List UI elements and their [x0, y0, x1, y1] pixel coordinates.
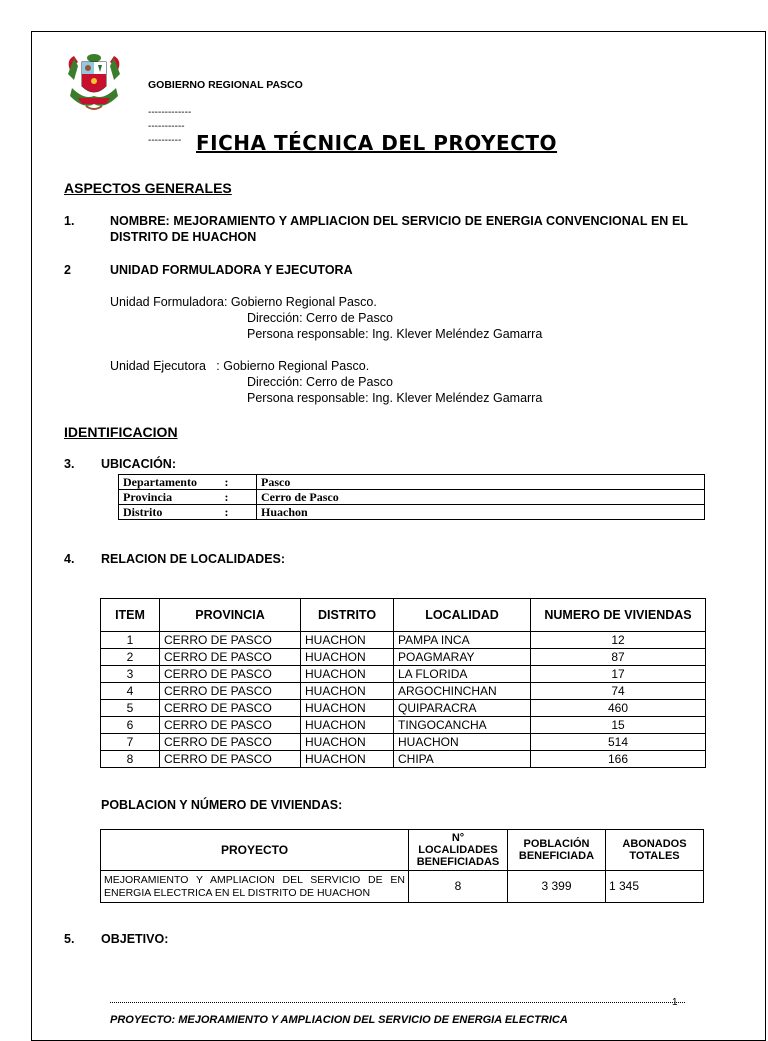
provincia-cell: CERRO DE PASCO [160, 700, 301, 717]
unidad-formuladora: Unidad Formuladora: Gobierno Regional Pasco. [110, 295, 377, 309]
dotted-line: ------------- [148, 107, 192, 118]
table-row [101, 632, 706, 649]
table-row [101, 734, 706, 751]
provincia-cell: CERRO DE PASCO [160, 734, 301, 751]
distrito-cell: HUACHON [301, 751, 394, 768]
provincia-cell: CERRO DE PASCO [160, 666, 301, 683]
page-number: 1 [672, 997, 678, 1008]
item-cell: 7 [101, 734, 160, 751]
ubicacion-value: Cerro de Pasco [257, 490, 705, 505]
provincia-cell: CERRO DE PASCO [160, 649, 301, 666]
section-title-localidades: RELACION DE LOCALIDADES: [101, 552, 286, 566]
section-title-poblacion: POBLACION Y NÚMERO DE VIVIENDAS: [101, 798, 343, 812]
project-name: NOMBRE: MEJORAMIENTO Y AMPLIACION DEL SERVICIO DE ENERGIA CONVENCIONAL EN EL DISTRITO DE HUACHON [110, 214, 688, 244]
section-number: 2 [64, 263, 71, 277]
localidad-cell: ARGOCHINCHAN [394, 683, 531, 700]
section-title-ubicacion: UBICACIÓN: [101, 457, 176, 471]
item-cell: 1 [101, 632, 160, 649]
table-header-row [101, 599, 706, 632]
viviendas-cell: 460 [531, 700, 706, 717]
distrito-cell: HUACHON [301, 632, 394, 649]
distrito-cell: HUACHON [301, 683, 394, 700]
abonados-count: 1 345 [606, 871, 704, 903]
coat-of-arms-logo [64, 52, 124, 114]
section-number: 3. [64, 457, 75, 471]
table-row [101, 649, 706, 666]
column-header: DISTRITO [301, 599, 394, 632]
table-row [101, 700, 706, 717]
ubicacion-label: Departamento : [119, 475, 257, 490]
distrito-cell: HUACHON [301, 717, 394, 734]
item-cell: 8 [101, 751, 160, 768]
poblacion-table [100, 829, 704, 903]
uf-direccion: Dirección: Cerro de Pasco [247, 311, 393, 325]
localidad-cell: CHIPA [394, 751, 531, 768]
table-row [119, 475, 705, 490]
ubicacion-value: Huachon [257, 505, 705, 520]
column-header: ABONADOS TOTALES [606, 830, 704, 871]
provincia-cell: CERRO DE PASCO [160, 683, 301, 700]
table-row [101, 683, 706, 700]
table-row [101, 871, 704, 903]
viviendas-cell: 15 [531, 717, 706, 734]
table-row [101, 717, 706, 734]
viviendas-cell: 166 [531, 751, 706, 768]
item-cell: 4 [101, 683, 160, 700]
footer-divider [110, 1002, 685, 1003]
distrito-cell: HUACHON [301, 649, 394, 666]
viviendas-cell: 87 [531, 649, 706, 666]
unidad-ejecutora: Unidad Ejecutora : Gobierno Regional Pasco. [110, 359, 370, 373]
column-header: ITEM [101, 599, 160, 632]
poblacion-count: 3 399 [508, 871, 606, 903]
localidad-cell: HUACHON [394, 734, 531, 751]
table-row [119, 490, 705, 505]
dotted-line: ---------- [148, 135, 182, 146]
localidad-cell: TINGOCANCHA [394, 717, 531, 734]
item-cell: 5 [101, 700, 160, 717]
provincia-cell: CERRO DE PASCO [160, 632, 301, 649]
provincia-cell: CERRO DE PASCO [160, 717, 301, 734]
localidades-count: 8 [409, 871, 508, 903]
distrito-cell: HUACHON [301, 700, 394, 717]
ubicacion-label: Distrito : [119, 505, 257, 520]
table-row [119, 505, 705, 520]
viviendas-cell: 17 [531, 666, 706, 683]
section-title-unidad: UNIDAD FORMULADORA Y EJECUTORA [110, 263, 353, 277]
viviendas-cell: 12 [531, 632, 706, 649]
localidad-cell: POAGMARAY [394, 649, 531, 666]
column-header: POBLACIÓN BENEFICIADA [508, 830, 606, 871]
document-title: FICHA TÉCNICA DEL PROYECTO [196, 131, 558, 155]
localidad-cell: PAMPA INCA [394, 632, 531, 649]
table-row [101, 666, 706, 683]
viviendas-cell: 74 [531, 683, 706, 700]
localidad-cell: LA FLORIDA [394, 666, 531, 683]
distrito-cell: HUACHON [301, 666, 394, 683]
localidades-table [100, 598, 706, 768]
footer-text: PROYECTO: MEJORAMIENTO Y AMPLIACION DEL SERVICIO DE ENERGIA ELECTRICA [110, 1014, 568, 1026]
ubicacion-label: Provincia : [119, 490, 257, 505]
section-number: 5. [64, 932, 75, 946]
item-cell: 6 [101, 717, 160, 734]
distrito-cell: HUACHON [301, 734, 394, 751]
column-header: N° LOCALIDADES BENEFICIADAS [409, 830, 508, 871]
section-number: 4. [64, 552, 75, 566]
project-cell: MEJORAMIENTO Y AMPLIACION DEL SERVICIO DE EN ENERGIA ELECTRICA EN EL DISTRITO DE HUACHON [101, 871, 409, 903]
section-number: 1. [64, 214, 75, 228]
ue-responsable: Persona responsable: Ing. Klever Meléndez Gamarra [247, 391, 543, 405]
table-row [101, 751, 706, 768]
column-header: NUMERO DE VIVIENDAS [531, 599, 706, 632]
item-cell: 3 [101, 666, 160, 683]
section-heading-aspectos: ASPECTOS GENERALES [64, 180, 232, 196]
viviendas-cell: 514 [531, 734, 706, 751]
ue-direccion: Dirección: Cerro de Pasco [247, 375, 393, 389]
column-header: LOCALIDAD [394, 599, 531, 632]
section-heading-identificacion: IDENTIFICACION [64, 424, 178, 440]
table-header-row [101, 830, 704, 871]
government-name: GOBIERNO REGIONAL PASCO [148, 79, 303, 91]
section-title-objetivo: OBJETIVO: [101, 932, 169, 946]
item-cell: 2 [101, 649, 160, 666]
ubicacion-value: Pasco [257, 475, 705, 490]
ubicacion-table [118, 474, 705, 520]
uf-responsable: Persona responsable: Ing. Klever Meléndez Gamarra [247, 327, 543, 341]
dotted-line: ----------- [148, 121, 185, 132]
column-header: PROVINCIA [160, 599, 301, 632]
provincia-cell: CERRO DE PASCO [160, 751, 301, 768]
column-header: PROYECTO [101, 830, 409, 871]
localidad-cell: QUIPARACRA [394, 700, 531, 717]
